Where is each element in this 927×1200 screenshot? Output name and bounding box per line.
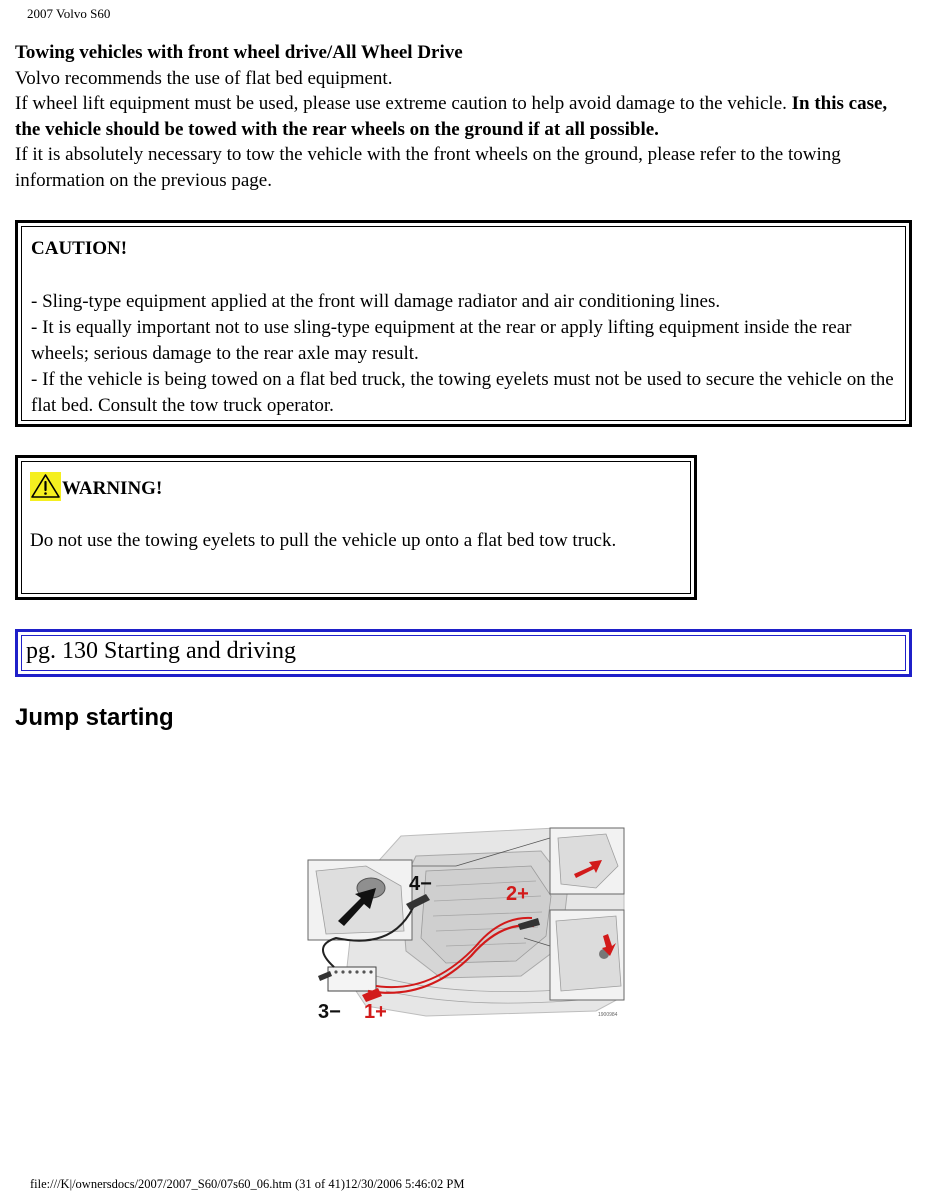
- towing-heading: Towing vehicles with front wheel drive/All Wheel Drive: [15, 42, 463, 63]
- caution-title: CAUTION!: [31, 238, 128, 259]
- intro-line-2: [15, 91, 915, 142]
- warning-text: Do not use the towing eyelets to pull the vehicle up onto a flat bed tow truck.: [30, 530, 617, 551]
- page-link-label[interactable]: pg. 130 Starting and driving: [21, 635, 906, 671]
- caution-item: - It is equally important not to use sling-type equipment at the rear or apply lifting equipment inside the rear wheels; serious damage to the rear axle may result.: [31, 317, 852, 364]
- intro-line-2-normal: If wheel lift equipment must be used, please use extreme caution to help avoid damage to the vehicle.: [15, 93, 792, 114]
- warning-title: WARNING!: [62, 477, 163, 499]
- warning-title-row: [30, 472, 682, 501]
- caution-item: - Sling-type equipment applied at the front will damage radiator and air conditioning lines.: [31, 291, 721, 312]
- caution-box: [15, 220, 912, 427]
- document-header-title: 2007 Volvo S60: [27, 6, 111, 21]
- jump-starting-heading: Jump starting: [15, 704, 174, 731]
- page-link-box[interactable]: [15, 629, 912, 677]
- warning-triangle-icon: [30, 472, 61, 501]
- warning-box: [15, 455, 697, 600]
- cable-label-1: 1+: [364, 1001, 387, 1023]
- jump-starting-illustration: [306, 826, 626, 1023]
- intro-line-3: If it is absolutely necessary to tow the vehicle with the front wheels on the ground, please refer to the towing information on the previous page.: [15, 144, 841, 191]
- intro-line-2-bold: In this case, the vehicle should be towed with the rear wheels on the ground if at all possible.: [15, 93, 888, 140]
- cable-label-3: 3−: [318, 1001, 341, 1023]
- cable-label-4: 4−: [409, 873, 432, 895]
- cable-label-2: 2+: [506, 883, 529, 905]
- caution-item: - If the vehicle is being towed on a flat bed truck, the towing eyelets must not be used to secure the vehicle on the flat bed. Consult the tow truck operator.: [31, 369, 894, 416]
- figure-code: 1900984: [598, 1012, 618, 1018]
- towing-intro-section: [15, 40, 915, 193]
- intro-line-1: Volvo recommends the use of flat bed equipment.: [15, 67, 393, 89]
- file-path-footer: file:///K|/ownersdocs/2007/2007_S60/07s60_06.htm (31 of 41)12/30/2006 5:46:02 PM: [30, 1177, 465, 1191]
